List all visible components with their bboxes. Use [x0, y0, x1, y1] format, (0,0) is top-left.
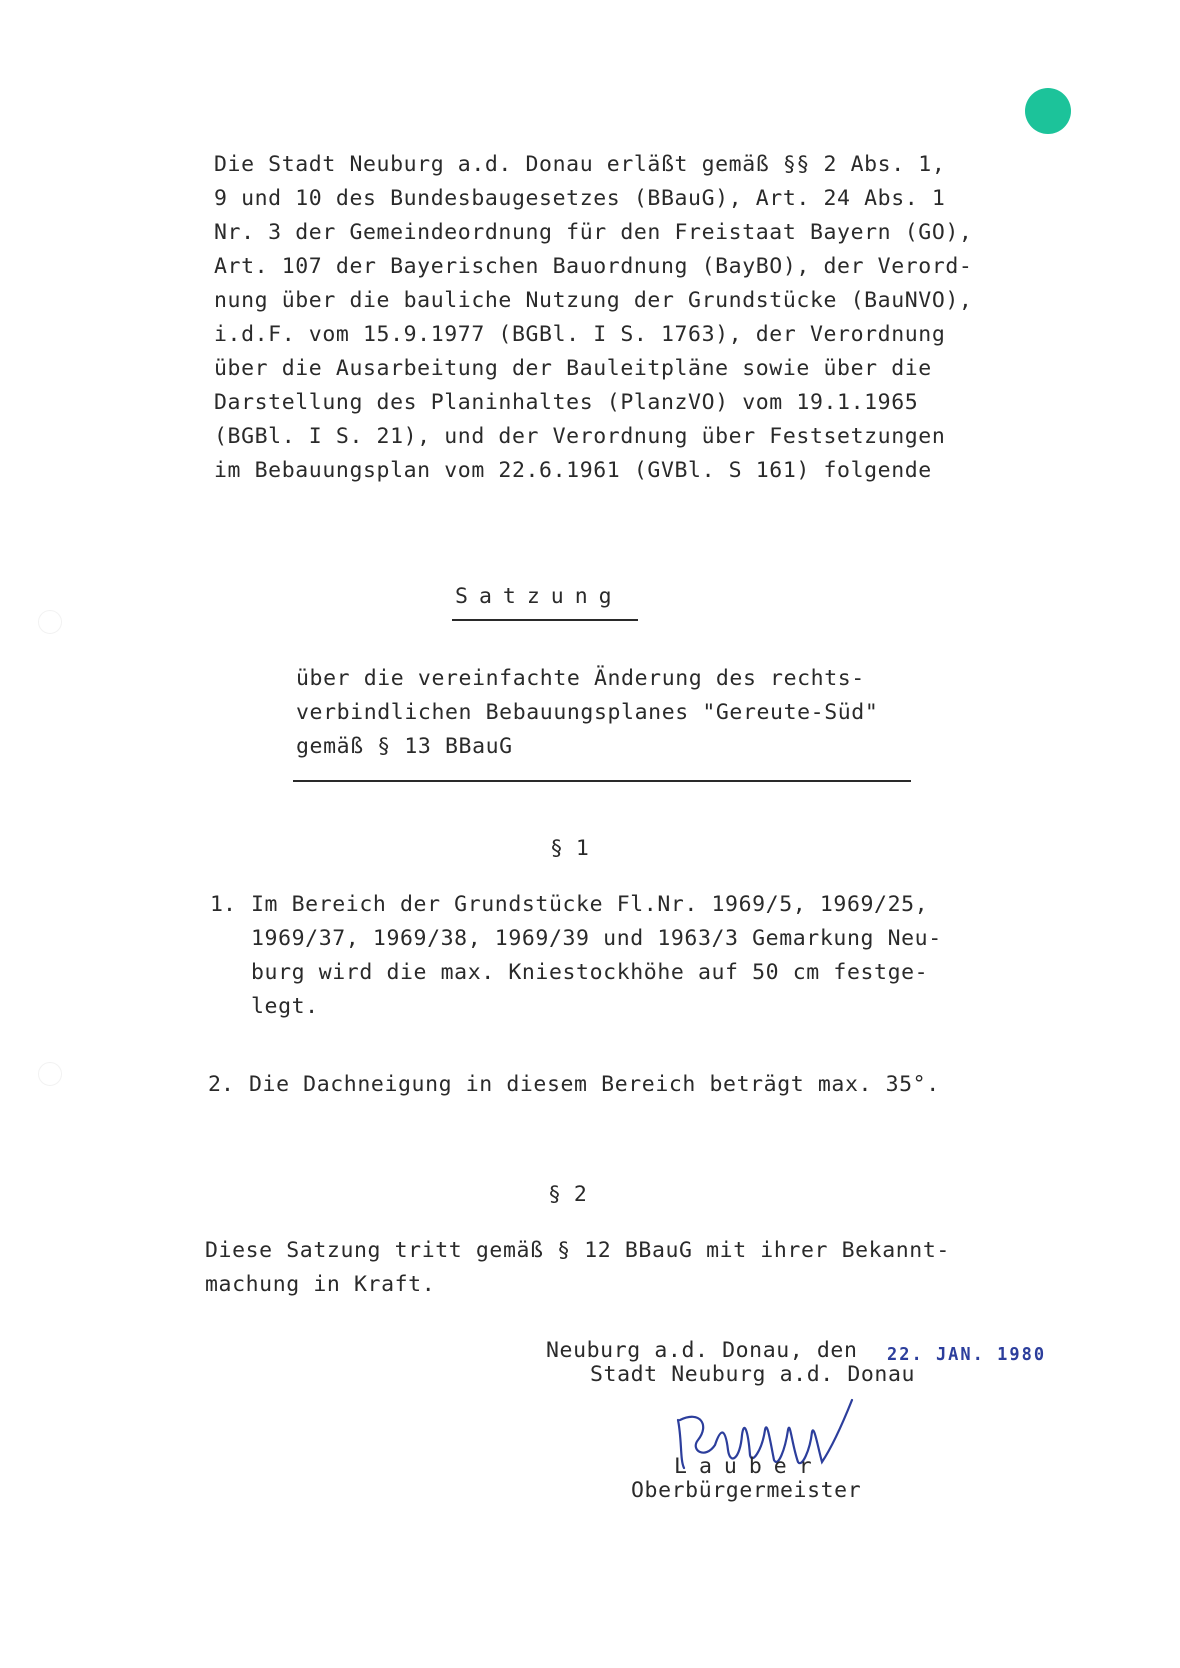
- item-line: 1969/37, 1969/38, 1969/39 und 1963/3 Gemarkung Neu-: [251, 926, 942, 951]
- intro-line: (BGBl. I S. 21), und der Verordnung über Festsetzungen: [214, 424, 946, 449]
- title-underline: [452, 619, 638, 621]
- intro-line: Darstellung des Planinhaltes (PlanzVO) vom 19.1.1965: [214, 390, 919, 415]
- green-marker-dot: [1025, 88, 1071, 134]
- section-2-heading: § 2: [548, 1182, 587, 1207]
- intro-line: i.d.F. vom 15.9.1977 (BGBl. I S. 1763), der Verordnung: [214, 322, 946, 347]
- intro-line: im Bebauungsplan vom 22.6.1961 (GVBl. S 161) folgende: [214, 458, 932, 483]
- item-line: legt.: [251, 994, 319, 1019]
- section-2-line: machung in Kraft.: [205, 1272, 436, 1297]
- item-number: 1.: [210, 892, 236, 917]
- section-1-heading: § 1: [550, 836, 589, 861]
- signatory-role: Oberbürgermeister: [631, 1478, 862, 1503]
- punch-hole-top: [38, 610, 62, 634]
- section-2-line: Diese Satzung tritt gemäß § 12 BBauG mit ihrer Bekannt-: [205, 1238, 950, 1263]
- intro-line: 9 und 10 des Bundesbaugesetzes (BBauG), Art. 24 Abs. 1: [214, 186, 946, 211]
- document-title: Satzung: [455, 584, 623, 609]
- item-line: Im Bereich der Grundstücke Fl.Nr. 1969/5, 1969/25,: [251, 892, 929, 917]
- authority-label: Stadt Neuburg a.d. Donau: [590, 1362, 916, 1387]
- date-stamp: 22. JAN. 1980: [887, 1344, 1047, 1366]
- intro-line: Die Stadt Neuburg a.d. Donau erläßt gemäß §§ 2 Abs. 1,: [214, 152, 946, 177]
- subtitle-line: verbindlichen Bebauungsplanes "Gereute-Süd": [296, 700, 879, 725]
- subtitle-underline: [293, 780, 911, 782]
- intro-line: über die Ausarbeitung der Bauleitpläne sowie über die: [214, 356, 932, 381]
- item-number: 2.: [208, 1072, 234, 1097]
- punch-hole-bottom: [38, 1062, 62, 1086]
- signatory-name: Lauber: [674, 1454, 824, 1479]
- intro-line: Nr. 3 der Gemeindeordnung für den Freistaat Bayern (GO),: [214, 220, 973, 245]
- place-date-label: Neuburg a.d. Donau, den: [546, 1338, 858, 1363]
- subtitle-line: gemäß § 13 BBauG: [296, 734, 513, 759]
- intro-line: Art. 107 der Bayerischen Bauordnung (BayBO), der Verord-: [214, 254, 973, 279]
- intro-line: nung über die bauliche Nutzung der Grundstücke (BauNVO),: [214, 288, 973, 313]
- item-line: Die Dachneigung in diesem Bereich beträgt max. 35°.: [249, 1072, 940, 1097]
- subtitle-line: über die vereinfachte Änderung des rechts-: [296, 666, 865, 691]
- item-line: burg wird die max. Kniestockhöhe auf 50 cm festge-: [251, 960, 929, 985]
